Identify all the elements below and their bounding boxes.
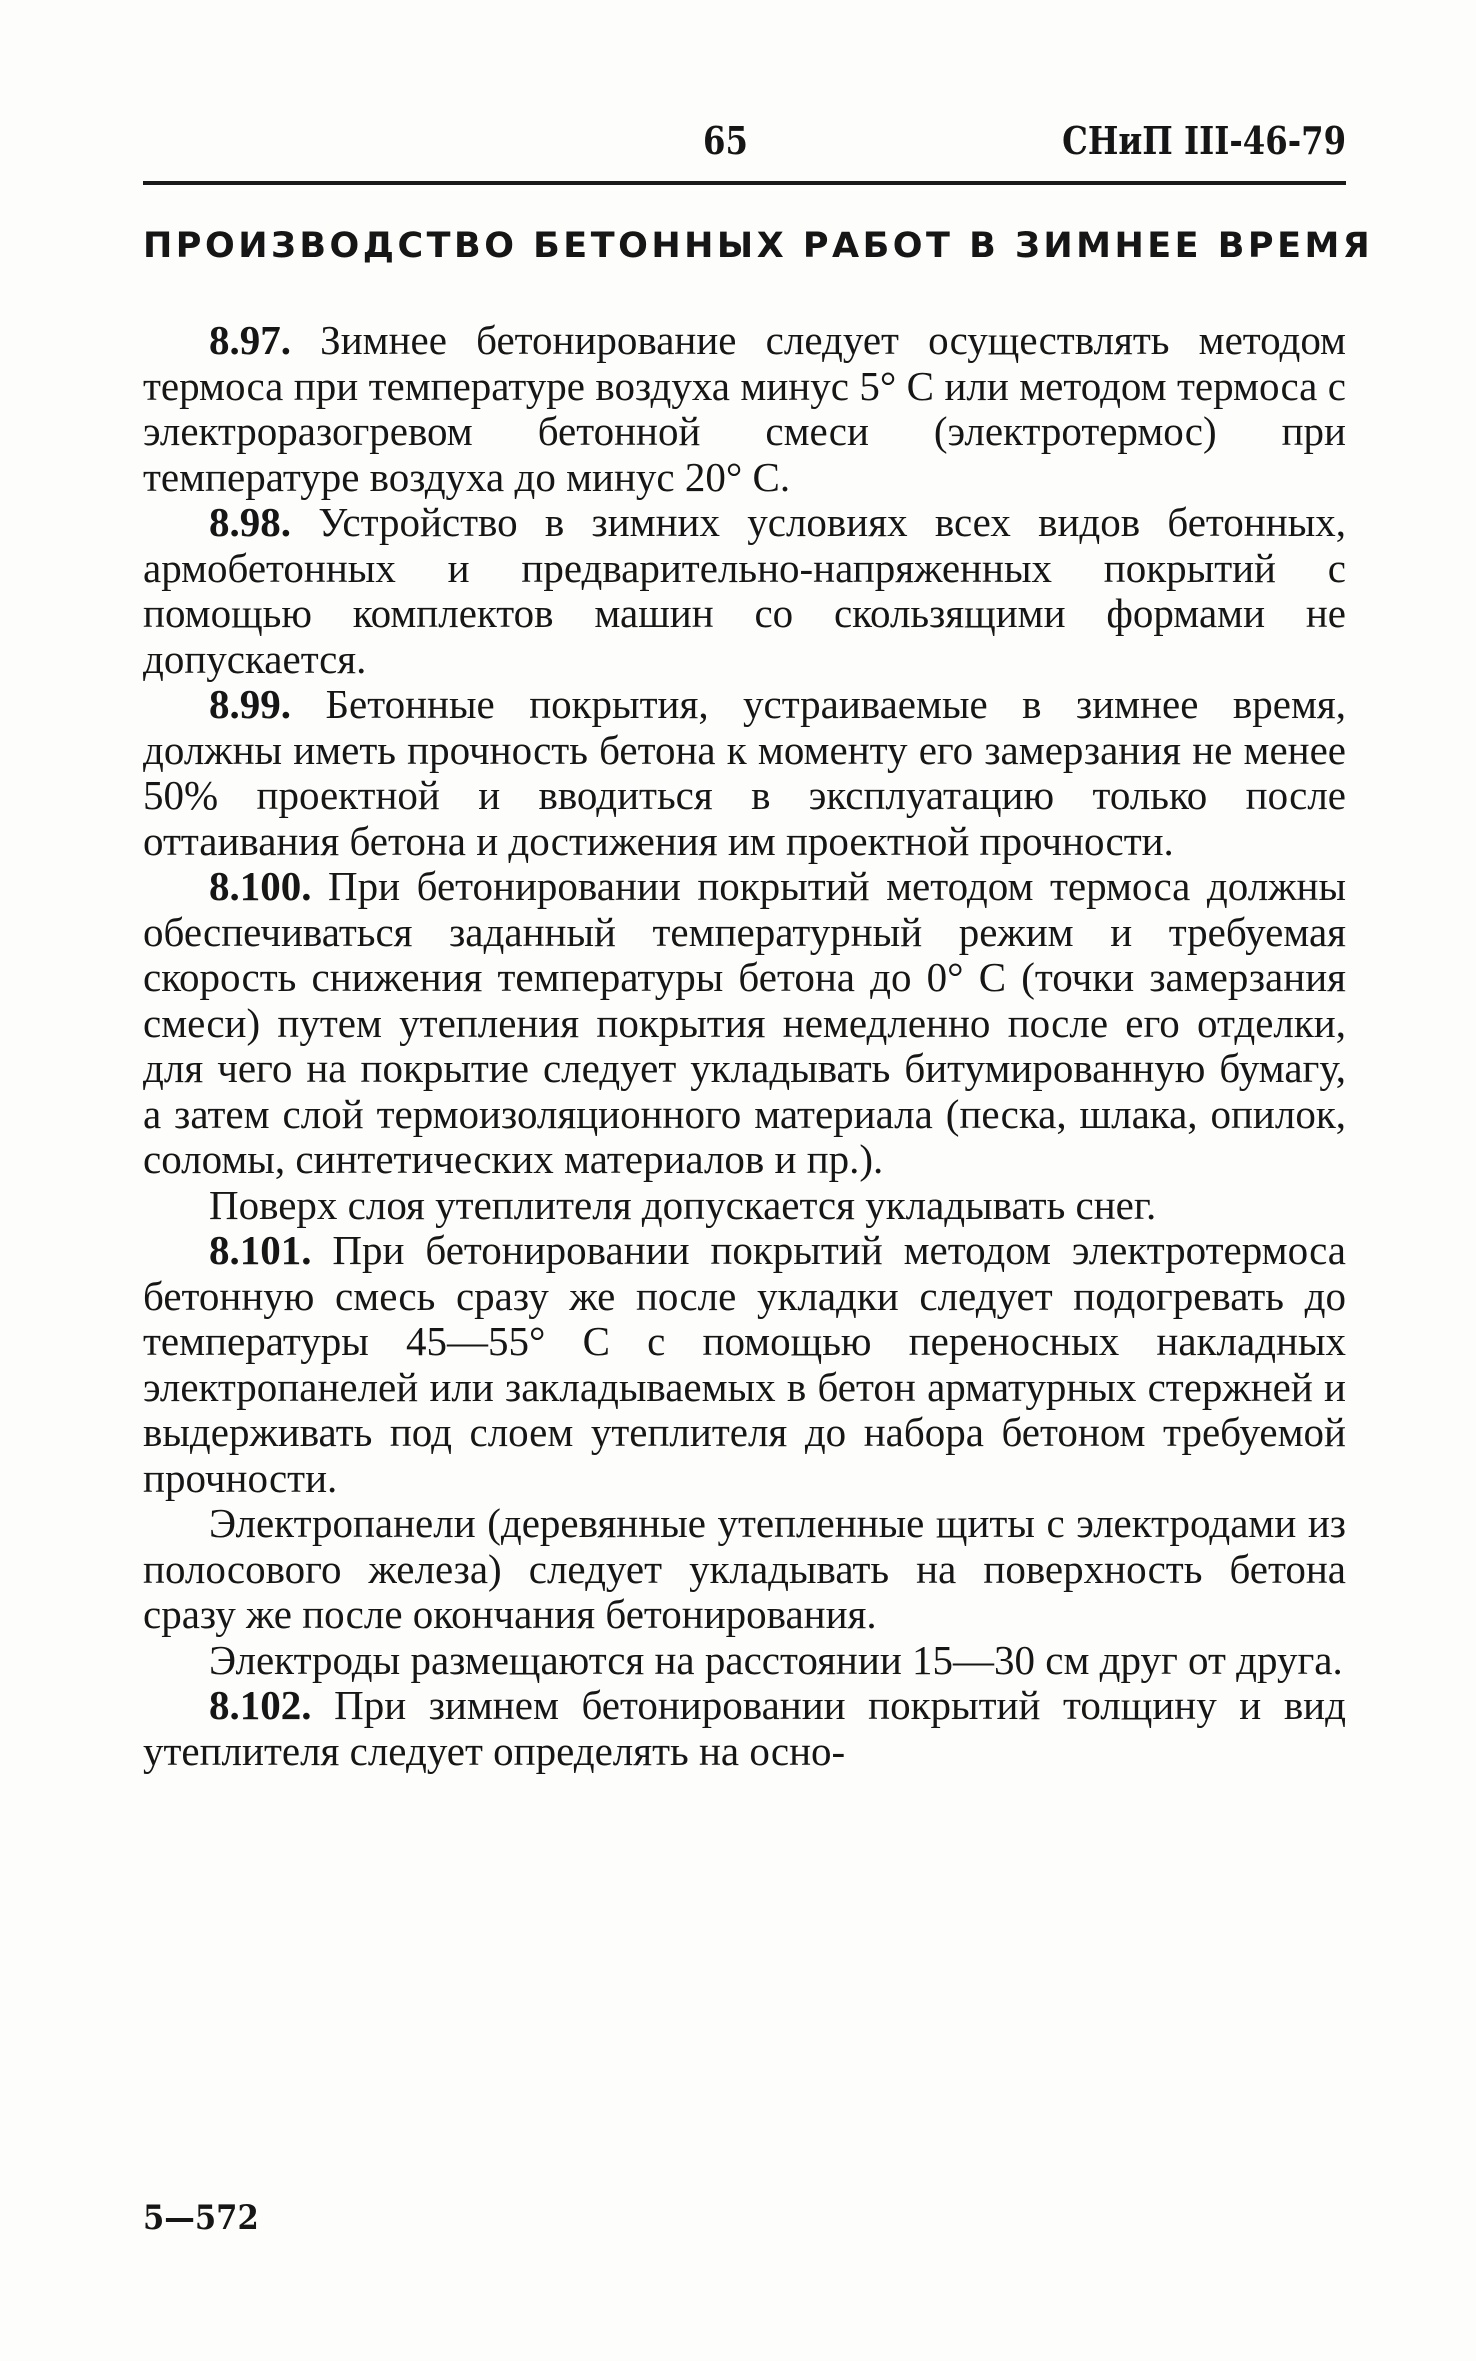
paragraph-number: 8.101. (209, 1227, 312, 1273)
paragraph-snow (143, 1183, 1346, 1229)
paragraph-text: Электроды размещаются на расстоянии 15—30 см друг от друга. (209, 1636, 1343, 1683)
paragraph-number: 8.102. (209, 1682, 312, 1728)
header-rule (143, 181, 1346, 185)
document-code: СНиП III-46-79 (1062, 118, 1346, 163)
body-text (143, 318, 1346, 1774)
paragraph-number: 8.98. (209, 499, 291, 545)
paragraph-8-102 (143, 1683, 1346, 1774)
paragraph-text: Устройство в зимних условиях всех видов бетонных, армобетонных и предварительно-напряженных покрытий с помощью комплектов машин со скользящими формами не допускается. (143, 499, 1346, 682)
paragraph-number: 8.99. (209, 681, 291, 727)
paragraph-number: 8.97. (209, 317, 291, 363)
paragraph-8-100 (143, 864, 1346, 1183)
paragraph-number: 8.100. (209, 863, 312, 909)
paragraph-8-97 (143, 318, 1346, 500)
paragraph-text: При бетонировании покрытий методом термоса должны обеспечиваться заданный температурный режим и требуемая скорость снижения температуры бетона до 0° С (точки замерзания смеси) путем утепления покрытия немедленно после его отделки, для чего на покрытие следует укладывать битумированную бумагу, а затем слой термоизоляционного материала (песка, шлака, опилок, соломы, синтетических материалов и пр.). (143, 863, 1346, 1182)
paragraph-text: При бетонировании покрытий методом электротермоса бетонную смесь сразу же после укладки следует подогревать до температуры 45—55° С с помощью переносных накладных электропанелей или закладываемых в бетон арматурных стержней и выдерживать под слоем утеплителя до набора бетоном требуемой прочности. (143, 1227, 1346, 1501)
paragraph-8-98 (143, 500, 1346, 682)
paragraph-text: Электропанели (деревянные утепленные щиты с электродами из полосового железа) следует укладывать на поверхность бетона сразу же после окончания бетонирования. (143, 1500, 1346, 1637)
paragraph-text: При зимнем бетонировании покрытий толщину и вид утеплителя следует определять на осно- (143, 1682, 1346, 1774)
paragraph-electropanels (143, 1501, 1346, 1638)
paragraph-text: Бетонные покрытия, устраиваемые в зимнее время, должны иметь прочность бетона к моменту его замерзания не менее 50% проектной и вводиться в эксплуатацию только после оттаивания бетона и достижения им проектной прочности. (143, 681, 1346, 864)
signature-mark: 5—572 (143, 2198, 259, 2238)
paragraph-8-99 (143, 682, 1346, 864)
paragraph-8-101 (143, 1228, 1346, 1501)
page-header (143, 118, 1346, 178)
paragraph-electrodes (143, 1638, 1346, 1684)
page-number: 65 (703, 118, 748, 163)
paragraph-text: Зимнее бетонирование следует осуществлять методом термоса при температуре воздуха минус 5° С или методом термоса с электроразогревом бетонной смеси (электротермос) при температуре воздуха до минус 20° С. (143, 317, 1346, 500)
paragraph-text: Поверх слоя утеплителя допускается укладывать снег. (209, 1181, 1157, 1228)
section-title: ПРОИЗВОДСТВО БЕТОННЫХ РАБОТ В ЗИМНЕЕ ВРЕМЯ (143, 226, 1374, 266)
